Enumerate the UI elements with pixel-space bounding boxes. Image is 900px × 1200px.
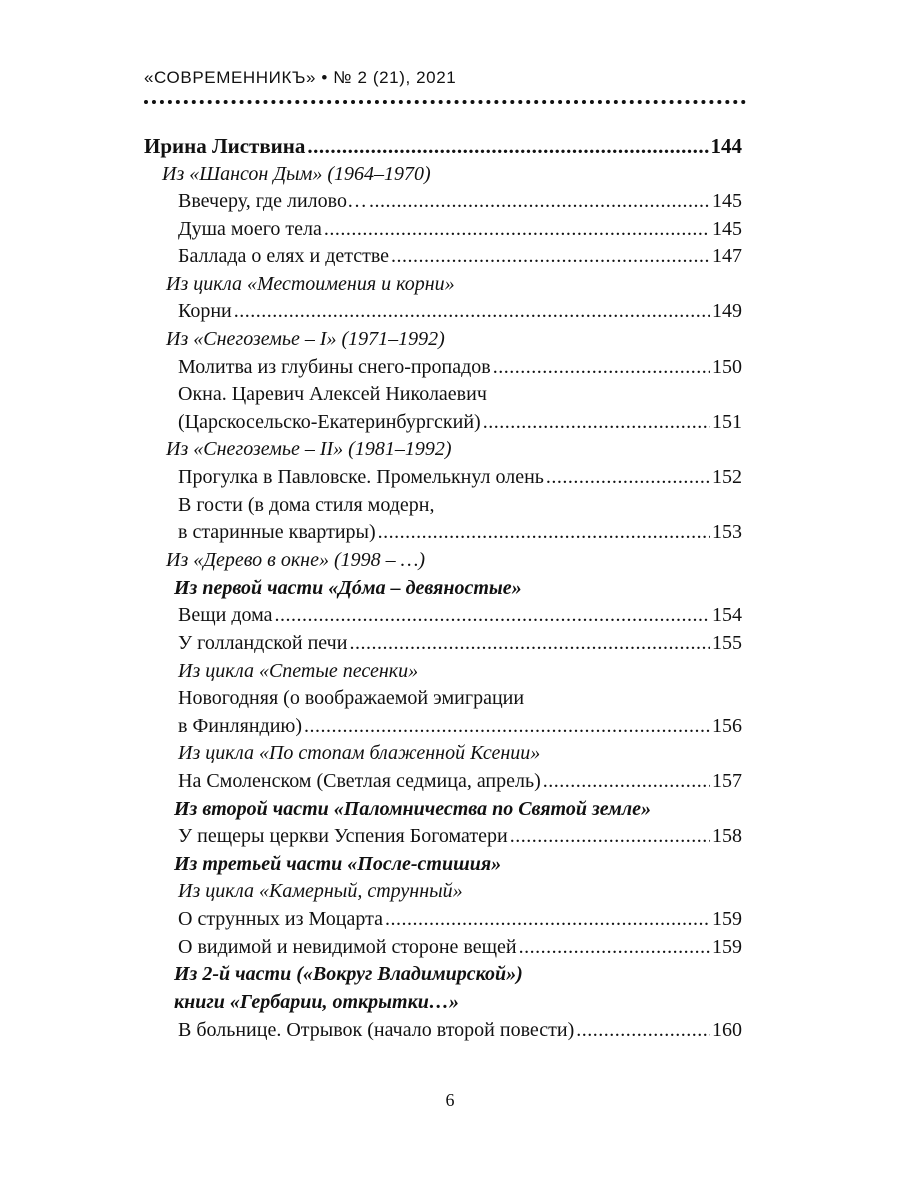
toc-cycle-heading: Из цикла «Спетые песенки» — [178, 660, 419, 682]
toc-section-heading: Из «Шансон Дым» (1964–1970) — [162, 163, 431, 185]
toc-entry-title: О видимой и невидимой стороне вещей — [178, 936, 517, 958]
toc-leader-dots — [546, 462, 710, 492]
toc-entry-title: (Царскосельско-Екатеринбургский) — [178, 411, 481, 433]
toc-entry-title: О струнных из Моцарта — [178, 908, 383, 930]
running-header: «СОВРЕМЕННИКЪ» • № 2 (21), 2021 — [144, 68, 457, 87]
page-number: 6 — [445, 1090, 455, 1110]
toc-leader-dots — [369, 186, 710, 216]
toc-page-number: 154 — [712, 604, 742, 626]
toc-leader-dots — [307, 131, 708, 161]
toc-entry-title: Окна. Царевич Алексей Николаевич — [178, 383, 487, 405]
toc-page-number: 159 — [712, 908, 742, 930]
toc-entry[interactable] — [178, 407, 742, 437]
toc-cycle-heading: Из цикла «По стопам блаженной Ксении» — [178, 742, 541, 764]
toc-entry-title: На Смоленском (Светлая седмица, апрель) — [178, 770, 541, 792]
toc-author-entry[interactable] — [144, 131, 742, 161]
toc-section-heading: Из цикла «Местоимения и корни» — [166, 273, 455, 295]
toc-leader-dots — [576, 1015, 710, 1045]
toc-entry-title: Новогодняя (о воображаемой эмиграции — [178, 687, 525, 709]
toc-page-number: 159 — [712, 936, 742, 958]
toc-entry[interactable] — [178, 352, 742, 382]
toc-leader-dots — [304, 711, 710, 741]
toc-entry[interactable] — [178, 462, 742, 492]
toc-entry-continued[interactable] — [178, 490, 435, 520]
toc-part-heading: Из первой части «Дóма – девяностые» — [174, 577, 522, 599]
toc-entry[interactable] — [178, 296, 742, 326]
toc-page-number: 145 — [712, 218, 742, 240]
toc-entry[interactable] — [178, 904, 742, 934]
toc-page-number: 158 — [712, 825, 742, 847]
toc-leader-dots — [510, 821, 710, 851]
toc-entry-title: Молитва из глубины снего-пропадов — [178, 356, 491, 378]
toc-page-number: 157 — [712, 770, 742, 792]
toc-page-number: 153 — [712, 521, 742, 543]
toc-entry-title: Вещи дома — [178, 604, 273, 626]
toc-entry-title: Корни — [178, 300, 232, 322]
toc-entry-title: Ввечеру, где лилово… — [178, 190, 367, 212]
toc-leader-dots — [519, 932, 710, 962]
toc-entry[interactable] — [178, 821, 742, 851]
toc-entry-title: Душа моего тела — [178, 218, 322, 240]
toc-entry[interactable] — [178, 214, 742, 244]
toc-entry-title: в Финляндию) — [178, 715, 303, 737]
toc-leader-dots — [483, 407, 710, 437]
toc-leader-dots — [493, 352, 710, 382]
toc-page-number: 147 — [712, 245, 742, 267]
toc-page-number: 149 — [712, 300, 742, 322]
toc-page-number: 156 — [712, 715, 742, 737]
toc-entry-continued[interactable] — [178, 683, 524, 713]
toc-page-number: 151 — [712, 411, 742, 433]
toc-cycle-heading: Из цикла «Камерный, струнный» — [178, 880, 463, 902]
toc-author-name: Ирина Листвина — [144, 134, 306, 158]
toc-entry-title: В гости (в дома стиля модерн, — [178, 494, 435, 516]
toc-entry-title: У голландской печи — [178, 632, 348, 654]
toc-leader-dots — [385, 904, 710, 934]
toc-part-heading: Из 2-й части («Вокруг Владимирской») — [174, 963, 523, 985]
toc-leader-dots — [378, 517, 710, 547]
toc-leader-dots — [234, 296, 710, 326]
toc-entry[interactable] — [178, 766, 742, 796]
toc-page-number: 144 — [710, 134, 742, 158]
toc-page-number: 152 — [712, 466, 742, 488]
toc-entry[interactable] — [178, 600, 742, 630]
toc-section-heading: Из «Дерево в окне» (1998 – …) — [166, 549, 426, 571]
toc-page-number: 150 — [712, 356, 742, 378]
toc-page-number: 160 — [712, 1019, 742, 1041]
toc-entry-title: Прогулка в Павловске. Промелькнул олень — [178, 466, 544, 488]
toc-entry[interactable] — [178, 932, 742, 962]
toc-entry[interactable] — [178, 517, 742, 547]
toc-entry-title: В больнице. Отрывок (начало второй повести) — [178, 1019, 575, 1041]
toc-entry[interactable] — [178, 711, 742, 741]
toc-section-heading: Из «Снегоземье – I» (1971–1992) — [166, 328, 445, 350]
toc-part-heading: Из третьей части «После-стишия» — [174, 853, 502, 875]
toc-leader-dots — [275, 600, 710, 630]
toc-leader-dots — [543, 766, 710, 796]
toc-page-number: 145 — [712, 190, 742, 212]
toc-leader-dots — [349, 628, 710, 658]
toc-section-heading: Из «Снегоземье – II» (1981–1992) — [166, 438, 452, 460]
toc-entry-title: У пещеры церкви Успения Богоматери — [178, 825, 508, 847]
toc-entry-title: Баллада о елях и детстве — [178, 245, 390, 267]
toc-leader-dots — [324, 214, 710, 244]
toc-entry[interactable] — [178, 186, 742, 216]
toc-entry[interactable] — [178, 628, 742, 658]
toc-entry-title: в старинные квартиры) — [178, 521, 376, 543]
toc-part-heading: Из второй части «Паломничества по Святой земле» — [174, 798, 651, 820]
toc-entry-continued[interactable] — [178, 379, 487, 409]
toc-entry[interactable] — [178, 241, 742, 271]
toc-leader-dots — [391, 241, 710, 271]
toc-entry[interactable] — [178, 1015, 742, 1045]
toc-part-heading: книги «Гербарии, открытки…» — [174, 991, 459, 1013]
toc-page-number: 155 — [712, 632, 742, 654]
header-dotted-rule — [144, 100, 746, 104]
